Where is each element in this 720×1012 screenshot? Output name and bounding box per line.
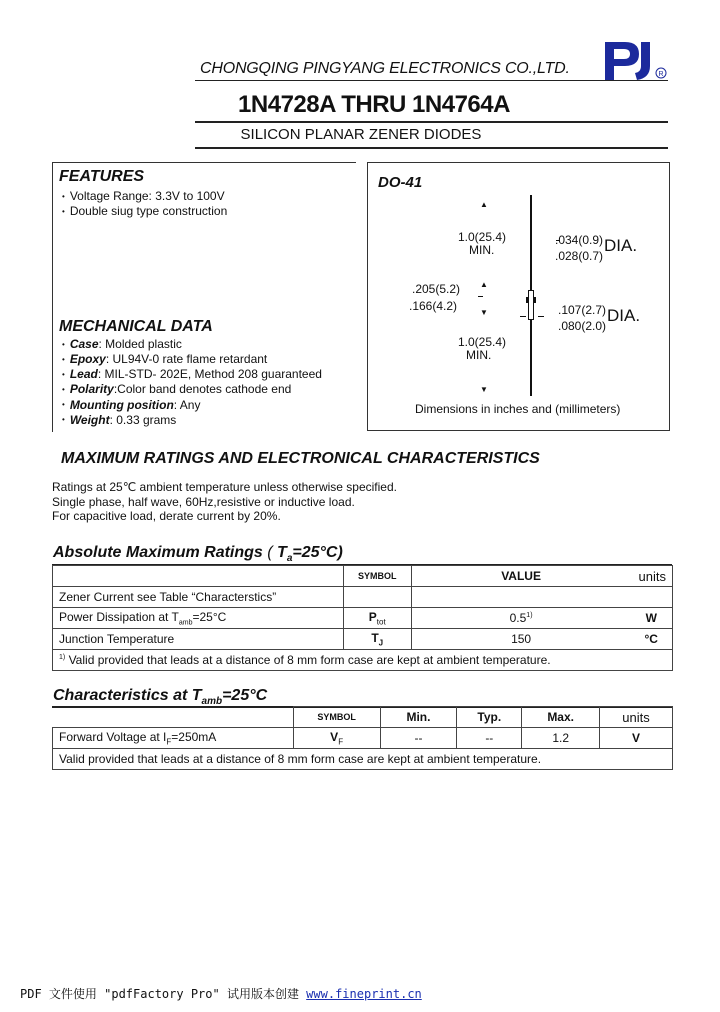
features-list — [62, 189, 227, 219]
unit-cell: W — [630, 608, 672, 629]
header-symbol: SYMBOL — [343, 566, 411, 587]
characteristics-table — [52, 706, 673, 770]
body-dia-min: .080(2.0) — [558, 319, 607, 333]
body-length-tick — [478, 296, 483, 297]
footnote-row — [53, 749, 673, 770]
mech-item-polarity: • Polarity:Color band denotes cathode end — [62, 382, 322, 397]
param-cell: Power Dissipation at $T_{amb}=25^\circ C$ — [53, 608, 344, 629]
table-row — [53, 728, 673, 749]
value-cell: 150 — [411, 629, 630, 650]
package-name: DO-41 — [378, 174, 423, 191]
company-name: CHONGQING PINGYANG ELECTRONICS CO.,LTD. — [200, 60, 570, 77]
body-dia-max: .107(2.7) — [558, 303, 607, 317]
value-cell: 0.5$^{1)}$ — [411, 608, 630, 629]
header-typ: Typ. — [457, 707, 522, 728]
lead-length-top: 1.0(25.4) — [458, 230, 507, 244]
dim-arrow-top: ▲ — [480, 200, 488, 209]
unit-cell: °C — [630, 629, 672, 650]
header-min: Min. — [380, 707, 457, 728]
param-cell: Forward Voltage at $I_F=250mA$ — [53, 728, 294, 749]
value-cell — [411, 587, 630, 608]
mech-item-case: • Case: Molded plastic — [62, 337, 322, 352]
title-rule — [195, 121, 668, 123]
abs-max-footnote: $^{1)}$ Valid provided that leads at a distance of 8 mm form case are kept at ambient temperature. — [53, 650, 673, 671]
header-param-cell — [53, 707, 294, 728]
mech-item-weight: • Weight: 0.33 grams — [62, 413, 322, 428]
features-heading: FEATURES — [59, 168, 145, 185]
header-max: Max. — [522, 707, 600, 728]
max-cell: 1.2 — [522, 728, 600, 749]
mech-item-epoxy: • Epoxy: UL94V-0 rate flame retardant — [62, 352, 322, 367]
symbol-cell: $T_J$ — [343, 629, 411, 650]
registered-mark: R — [658, 71, 664, 78]
dimensions-caption: Dimensions in inches and (millimeters) — [415, 402, 621, 416]
body-length-max: .205(5.2) — [412, 282, 461, 296]
header-rule — [195, 80, 668, 81]
footnote-row — [53, 650, 673, 671]
lead-length-bottom-min: MIN. — [466, 348, 492, 362]
part-number-title: 1N4728A THRU 1N4764A — [238, 91, 510, 118]
body-dia-label: DIA. — [607, 306, 641, 325]
lead-dia-min: .028(0.7) — [555, 249, 604, 263]
min-cell: -- — [380, 728, 457, 749]
ratings-note: Ratings at 25℃ ambient temperature unless otherwise specified. — [52, 480, 397, 494]
symbol-cell: $V_F$ — [293, 728, 380, 749]
lead-length-top-min: MIN. — [469, 243, 495, 257]
ratings-note: Single phase, half wave, 60Hz,resistive or inductive load. — [52, 494, 355, 509]
unit-cell: V — [600, 728, 673, 749]
lead-dia-max: .034(0.9) — [555, 233, 604, 247]
body-length-min: .166(4.2) — [409, 299, 458, 313]
feature-item: • Double siug type construction — [62, 204, 227, 219]
diode-body — [528, 290, 534, 320]
pdf-footer: PDF 文件使用 "pdfFactory Pro" 试用版本创建 www.fineprint.cn — [20, 987, 422, 1001]
table-row — [53, 587, 673, 608]
mechanical-heading: MECHANICAL DATA — [59, 318, 213, 335]
table-header-row — [53, 707, 673, 728]
dim-arrow-bottom: ▼ — [480, 385, 488, 394]
package-outline-box — [367, 162, 670, 431]
mechanical-list — [62, 337, 322, 428]
abs-max-title: Absolute Maximum Ratings ( $T_a=25^\circ C$) — [53, 544, 343, 565]
ratings-notes — [52, 480, 397, 524]
param-cell: Zener Current see Table “Characterstics” — [53, 587, 344, 608]
abs-max-table — [52, 565, 673, 671]
header-symbol: SYMBOL — [293, 707, 380, 728]
body-dia-tick-left — [520, 316, 526, 317]
lead-length-bottom: 1.0(25.4) — [458, 335, 507, 349]
table-row — [53, 629, 673, 650]
ratings-heading: MAXIMUM RATINGS AND ELECTRONICAL CHARACTERISTICS — [61, 450, 540, 467]
mech-item-mounting: • Mounting position: Any — [62, 398, 322, 413]
company-logo — [603, 40, 669, 82]
body-dia-tick-right — [538, 316, 544, 317]
dim-arrow-body-top: ▲ — [480, 280, 488, 289]
ratings-note: For capacitive load, derate current by 20%. — [52, 509, 281, 524]
characteristics-footnote: Valid provided that leads at a distance of 8 mm form case are kept at ambient temperature. — [53, 749, 673, 770]
dim-arrow-body-bottom: ▼ — [480, 308, 488, 317]
unit-cell — [630, 587, 672, 608]
subtitle-rule — [195, 147, 668, 149]
header-value: VALUE — [411, 566, 630, 587]
typ-cell: -- — [457, 728, 522, 749]
symbol-cell: $P_{tot}$ — [343, 608, 411, 629]
table-header-row — [53, 566, 673, 587]
param-cell: Junction Temperature — [53, 629, 344, 650]
top-lead-wire — [530, 195, 532, 295]
product-subtitle: SILICON PLANAR ZENER DIODES — [240, 126, 482, 143]
characteristics-title: Characteristics at $T_{amb}=25^\circ C$ — [53, 687, 268, 708]
fineprint-link[interactable]: www.fineprint.cn — [306, 987, 422, 1001]
lead-dia-label: DIA. — [604, 236, 638, 255]
symbol-cell — [343, 587, 411, 608]
mech-item-lead: • Lead: MIL-STD- 202E, Method 208 guaranteed — [62, 367, 322, 382]
bottom-lead-wire — [530, 320, 532, 396]
header-units: units — [630, 566, 672, 587]
table-row — [53, 608, 673, 629]
header-units: units — [600, 707, 673, 728]
header-param-cell — [53, 566, 344, 587]
feature-item: • Voltage Range: 3.3V to 100V — [62, 189, 227, 204]
